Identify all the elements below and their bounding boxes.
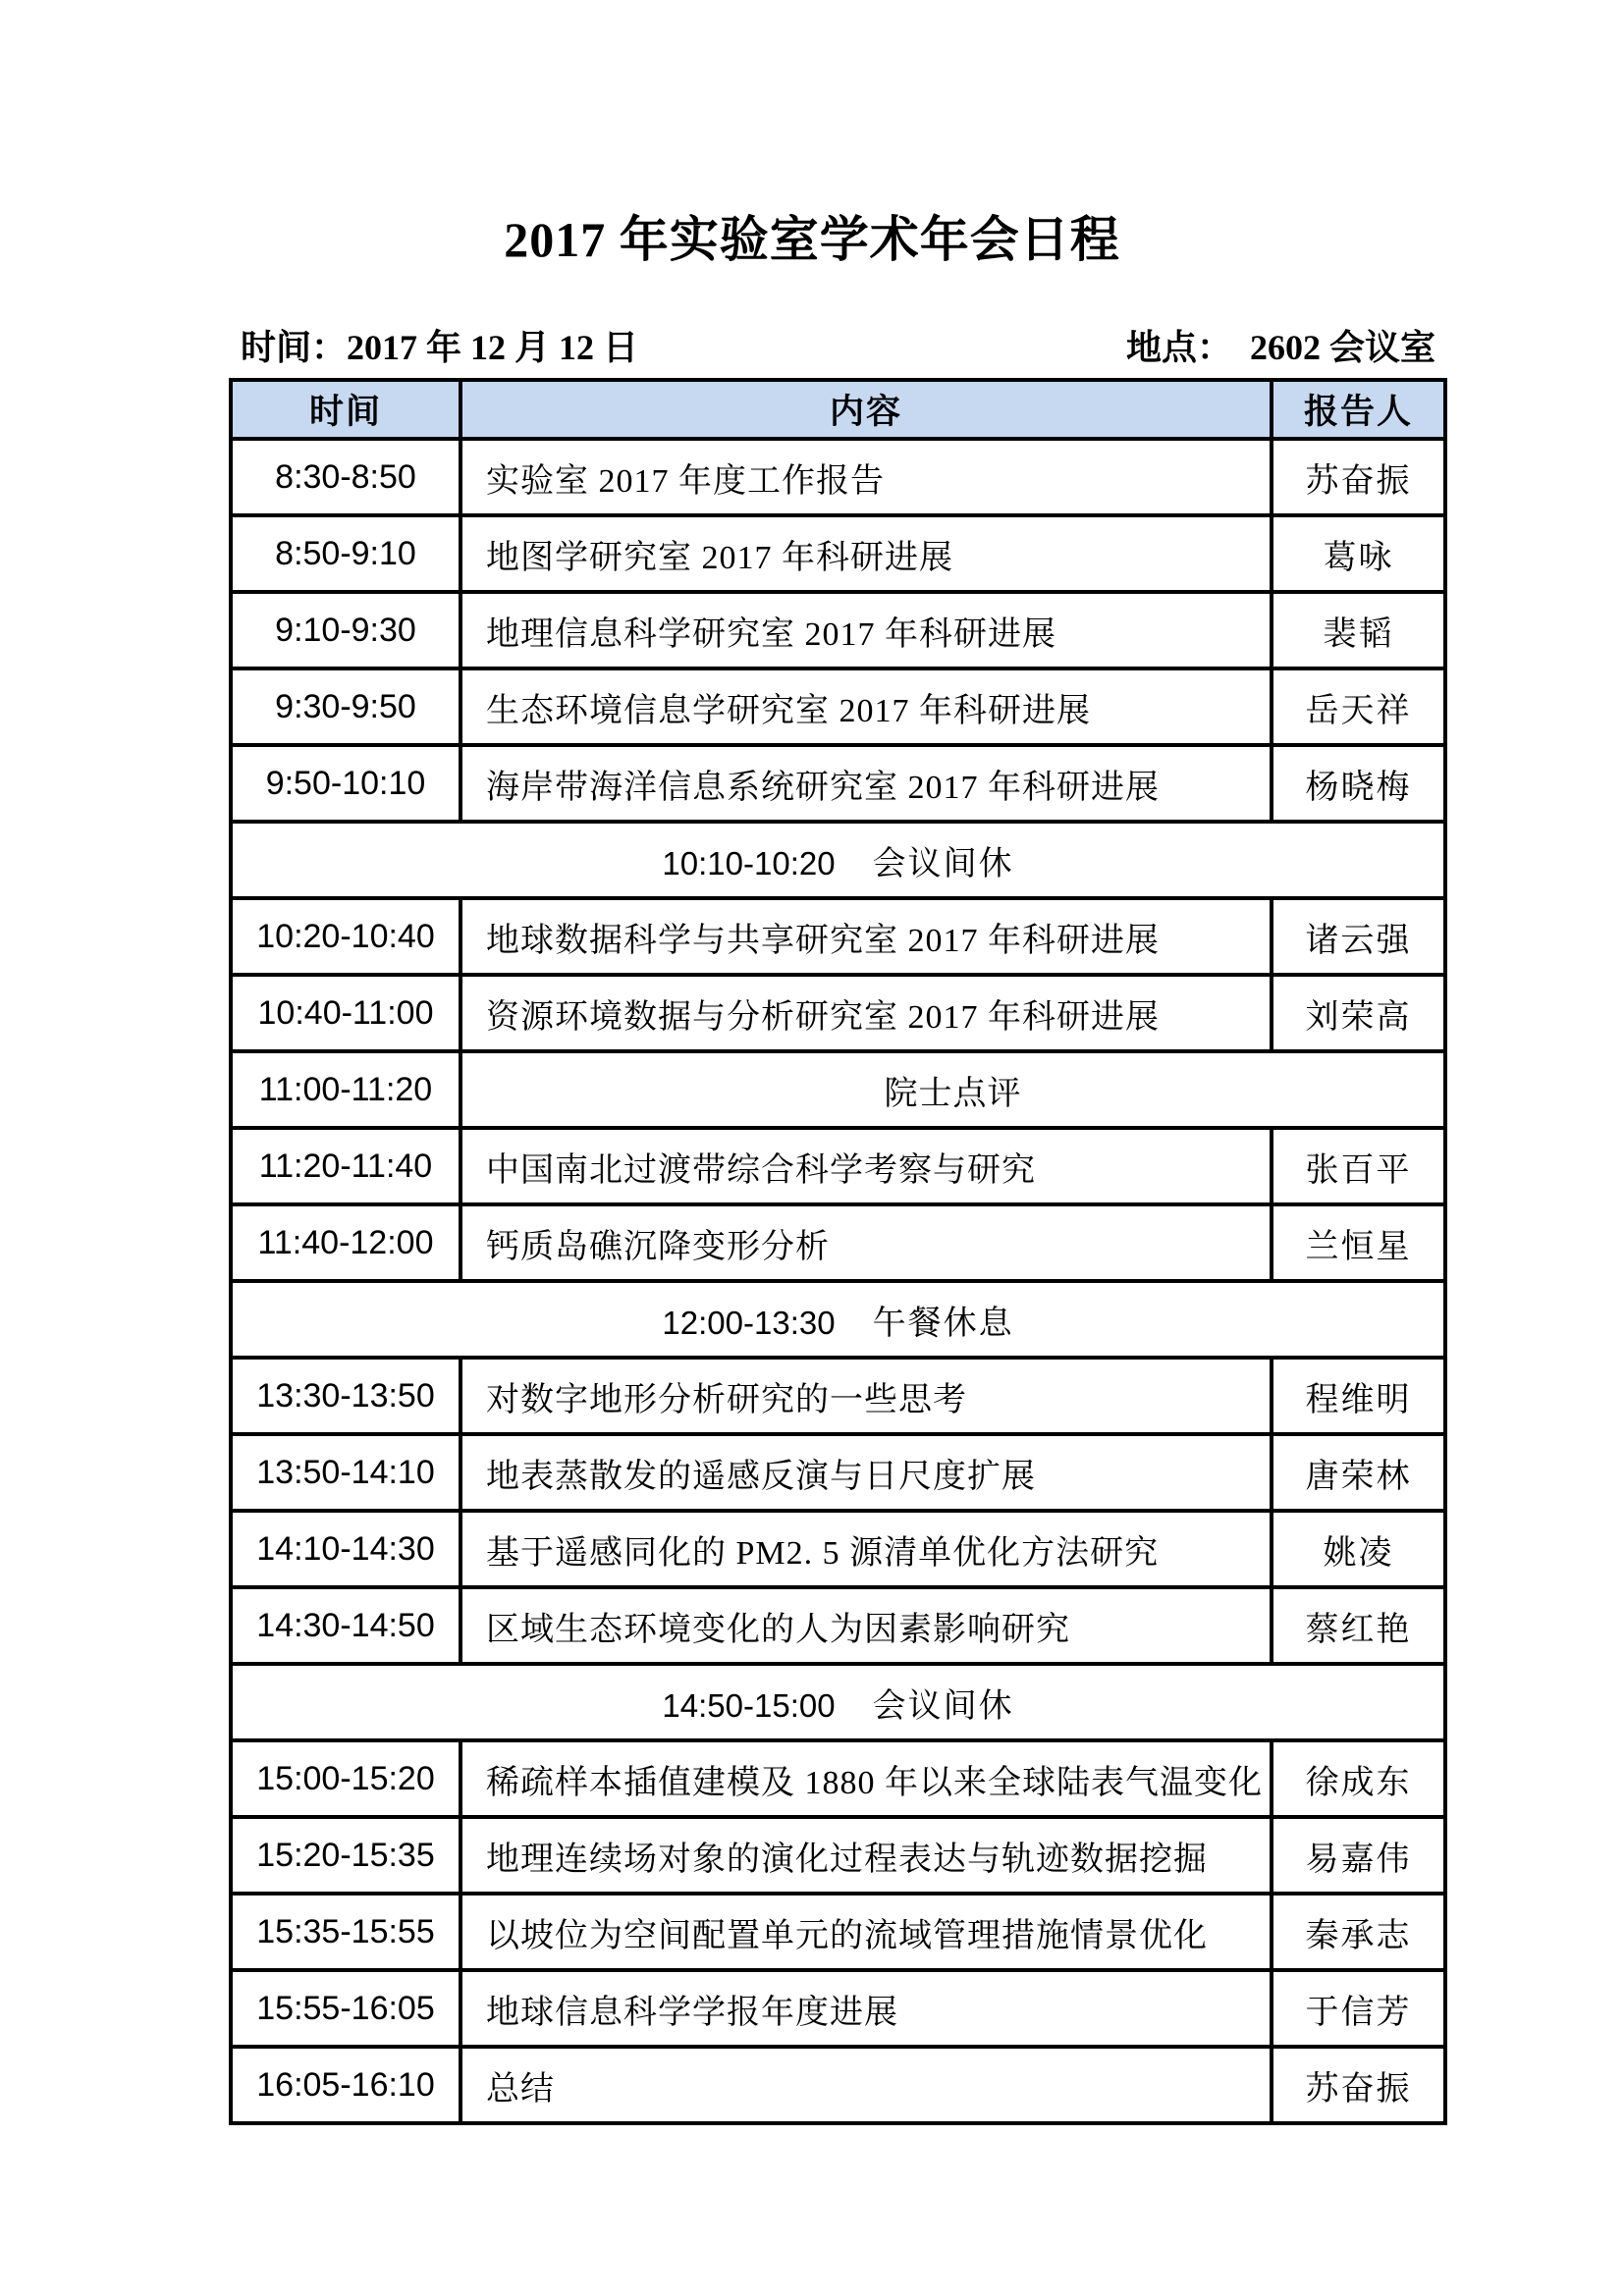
break-label: 午餐休息 xyxy=(872,1305,1014,1342)
content-cell: 总结 xyxy=(460,2047,1272,2123)
col-header-time: 时间 xyxy=(231,380,460,439)
time-cell: 16:05-16:10 xyxy=(231,2047,460,2123)
time-cell: 14:10-14:30 xyxy=(231,1511,460,1587)
speaker-cell: 易嘉伟 xyxy=(1272,1817,1445,1894)
content-cell: 地图学研究室 2017 年科研进展 xyxy=(460,515,1272,592)
time-cell: 9:10-9:30 xyxy=(231,592,460,668)
time-cell: 13:30-13:50 xyxy=(231,1358,460,1434)
table-row xyxy=(231,1511,1445,1587)
break-time: 14:50-15:00 xyxy=(662,1686,836,1724)
table-row xyxy=(231,1358,1445,1434)
content-cell: 地理信息科学研究室 2017 年科研进展 xyxy=(460,592,1272,668)
table-row xyxy=(231,515,1445,592)
speaker-cell: 杨晓梅 xyxy=(1272,745,1445,822)
schedule-table-body xyxy=(231,439,1445,2123)
time-cell: 11:40-12:00 xyxy=(231,1204,460,1281)
time-cell: 11:00-11:20 xyxy=(231,1051,460,1128)
time-cell: 13:50-14:10 xyxy=(231,1434,460,1511)
time-cell: 10:20-10:40 xyxy=(231,898,460,975)
table-row xyxy=(231,668,1445,745)
meta-location: 地点： 2602 会议室 xyxy=(1125,328,1435,367)
break-row xyxy=(231,1281,1445,1358)
content-cell: 地球信息科学学报年度进展 xyxy=(460,1970,1272,2047)
content-cell: 实验室 2017 年度工作报告 xyxy=(460,439,1272,515)
time-cell: 15:55-16:05 xyxy=(231,1970,460,2047)
content-cell: 海岸带海洋信息系统研究室 2017 年科研进展 xyxy=(460,745,1272,822)
time-cell: 14:30-14:50 xyxy=(231,1587,460,1664)
speaker-cell: 苏奋振 xyxy=(1272,2047,1445,2123)
speaker-cell: 葛咏 xyxy=(1272,515,1445,592)
document-title: 2017 年实验室学术年会日程 xyxy=(504,212,1120,267)
table-row xyxy=(231,1128,1445,1204)
time-cell: 8:30-8:50 xyxy=(231,439,460,515)
break-cell xyxy=(231,1281,1445,1358)
table-row xyxy=(231,1434,1445,1511)
table-row xyxy=(231,898,1445,975)
meta-row xyxy=(229,320,1443,370)
meta-date: 时间：2017 年 12 月 12 日 xyxy=(241,328,639,367)
speaker-cell: 张百平 xyxy=(1272,1128,1445,1204)
time-cell: 9:30-9:50 xyxy=(231,668,460,745)
speaker-cell: 裴韬 xyxy=(1272,592,1445,668)
table-row xyxy=(231,1817,1445,1894)
table-row xyxy=(231,1204,1445,1281)
table-row xyxy=(231,1894,1445,1970)
content-cell: 区域生态环境变化的人为因素影响研究 xyxy=(460,1587,1272,1664)
speaker-cell: 岳天祥 xyxy=(1272,668,1445,745)
content-cell: 资源环境数据与分析研究室 2017 年科研进展 xyxy=(460,975,1272,1051)
table-row xyxy=(231,2047,1445,2123)
merged-row xyxy=(231,1051,1445,1128)
time-cell: 9:50-10:10 xyxy=(231,745,460,822)
content-cell: 对数字地形分析研究的一些思考 xyxy=(460,1358,1272,1434)
speaker-cell: 诸云强 xyxy=(1272,898,1445,975)
time-cell: 8:50-9:10 xyxy=(231,515,460,592)
merged-content: 院士点评 xyxy=(460,1051,1445,1128)
content-cell: 基于遥感同化的 PM2. 5 源清单优化方法研究 xyxy=(460,1511,1272,1587)
break-row xyxy=(231,1664,1445,1740)
speaker-cell: 于信芳 xyxy=(1272,1970,1445,2047)
header-row xyxy=(231,380,1445,439)
break-cell xyxy=(231,822,1445,898)
content-cell: 地球数据科学与共享研究室 2017 年科研进展 xyxy=(460,898,1272,975)
break-time: 10:10-10:20 xyxy=(662,844,836,881)
speaker-cell: 姚凌 xyxy=(1272,1511,1445,1587)
schedule-table xyxy=(229,378,1447,2125)
speaker-cell: 徐成东 xyxy=(1272,1740,1445,1817)
col-header-content: 内容 xyxy=(460,380,1272,439)
schedule-table-header xyxy=(231,380,1445,439)
content-cell: 以坡位为空间配置单元的流域管理措施情景优化 xyxy=(460,1894,1272,1970)
speaker-cell: 兰恒星 xyxy=(1272,1204,1445,1281)
time-cell: 15:20-15:35 xyxy=(231,1817,460,1894)
break-label: 会议间休 xyxy=(872,1687,1014,1725)
time-cell: 11:20-11:40 xyxy=(231,1128,460,1204)
col-header-speaker: 报告人 xyxy=(1272,380,1445,439)
break-label: 会议间休 xyxy=(872,845,1014,882)
speaker-cell: 苏奋振 xyxy=(1272,439,1445,515)
break-cell xyxy=(231,1664,1445,1740)
time-cell: 10:40-11:00 xyxy=(231,975,460,1051)
speaker-cell: 唐荣林 xyxy=(1272,1434,1445,1511)
table-row xyxy=(231,592,1445,668)
speaker-cell: 蔡红艳 xyxy=(1272,1587,1445,1664)
content-cell: 稀疏样本插值建模及 1880 年以来全球陆表气温变化 xyxy=(460,1740,1272,1817)
table-row xyxy=(231,1740,1445,1817)
time-cell: 15:00-15:20 xyxy=(231,1740,460,1817)
speaker-cell: 秦承志 xyxy=(1272,1894,1445,1970)
content-cell: 中国南北过渡带综合科学考察与研究 xyxy=(460,1128,1272,1204)
speaker-cell: 刘荣高 xyxy=(1272,975,1445,1051)
content-cell: 地理连续场对象的演化过程表达与轨迹数据挖掘 xyxy=(460,1817,1272,1894)
content-cell: 地表蒸散发的遥感反演与日尺度扩展 xyxy=(460,1434,1272,1511)
table-row xyxy=(231,1970,1445,2047)
table-row xyxy=(231,439,1445,515)
content-cell: 生态环境信息学研究室 2017 年科研进展 xyxy=(460,668,1272,745)
table-row xyxy=(231,1587,1445,1664)
break-row xyxy=(231,822,1445,898)
break-time: 12:00-13:30 xyxy=(662,1304,836,1341)
speaker-cell: 程维明 xyxy=(1272,1358,1445,1434)
content-cell: 钙质岛礁沉降变形分析 xyxy=(460,1204,1272,1281)
table-row xyxy=(231,975,1445,1051)
time-cell: 15:35-15:55 xyxy=(231,1894,460,1970)
table-row xyxy=(231,745,1445,822)
